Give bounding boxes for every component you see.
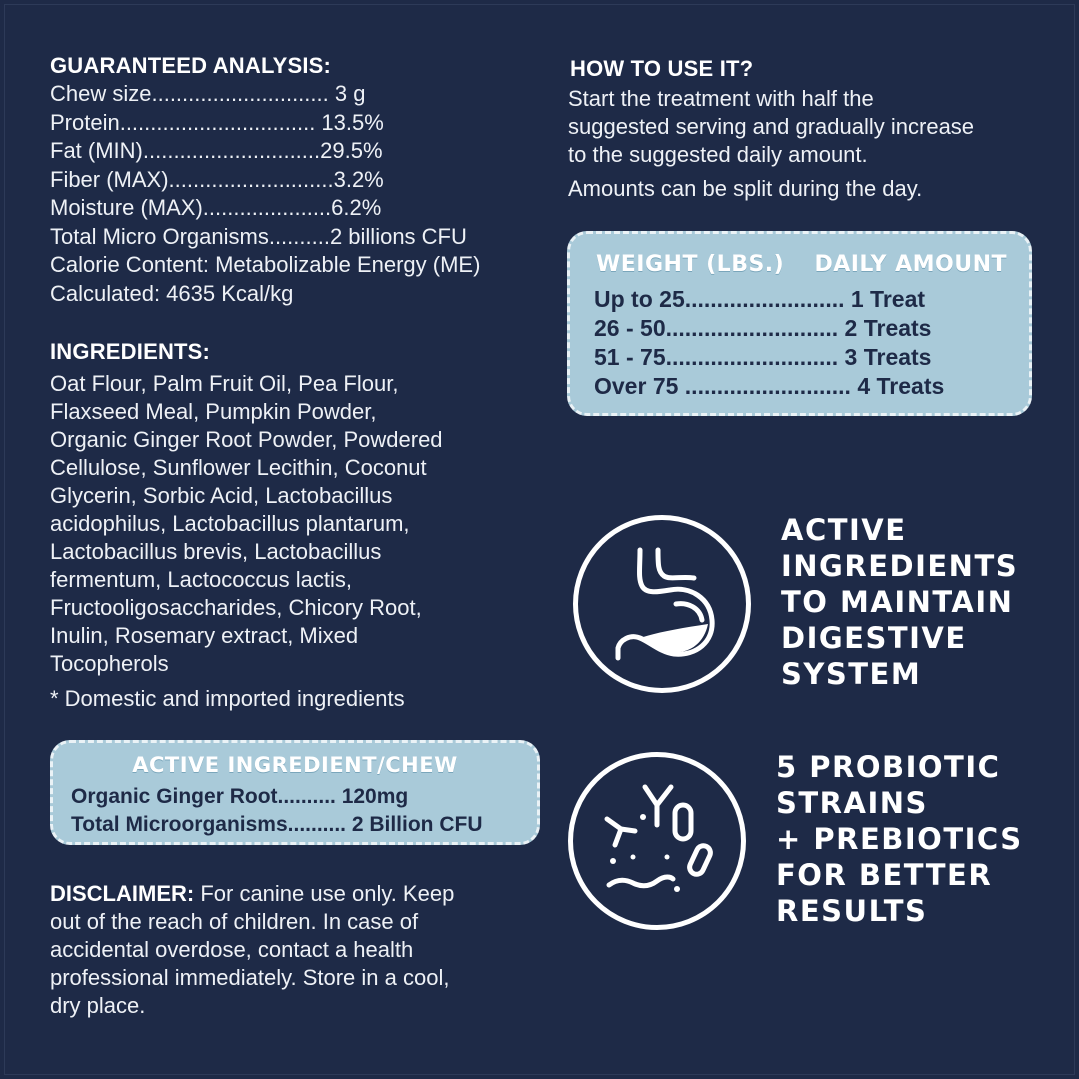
analysis-row: Moisture (MAX).....................6.2%	[50, 195, 382, 220]
disclaimer-line: For canine use only. Keep	[194, 881, 455, 906]
analysis-row: Calorie Content: Metabolizable Energy (ME)	[50, 252, 481, 277]
disclaimer-line: out of the reach of children. In case of	[50, 909, 419, 934]
ingredients-line: Oat Flour, Palm Fruit Oil, Pea Flour,	[50, 371, 399, 396]
dosage-col-weight: WEIGHT (LBS.)	[596, 252, 785, 277]
dosage-row: 26 - 50........................... 2 Treats	[594, 315, 932, 341]
ingredients-line: Glycerin, Sorbic Acid, Lactobacillus	[50, 483, 393, 508]
bacteria-icon	[568, 752, 746, 930]
analysis-list	[50, 80, 480, 308]
disclaimer	[50, 880, 454, 1020]
feature-line: SYSTEM	[781, 657, 922, 691]
ingredients-line: Lactobacillus brevis, Lactobacillus	[50, 539, 382, 564]
disclaimer-line: dry place.	[50, 993, 146, 1018]
ingredients-line: Flaxseed Meal, Pumpkin Powder,	[50, 399, 377, 424]
feature-line: RESULTS	[776, 894, 928, 928]
ingredients-list	[50, 370, 443, 678]
how-to-heading: HOW TO USE IT?	[570, 56, 754, 81]
feature-line: DIGESTIVE	[781, 621, 967, 655]
how-to-text	[568, 85, 974, 169]
disclaimer-label: DISCLAIMER:	[50, 881, 195, 906]
feature-probiotic-text	[776, 749, 1023, 929]
active-ingredient-heading: ACTIVE INGREDIENT/CHEW	[132, 753, 458, 777]
analysis-row: Fat (MIN).............................29.5%	[50, 138, 383, 163]
active-ingredient-row: Organic Ginger Root.......... 120mg	[71, 785, 409, 808]
how-to-note: Amounts can be split during the day.	[568, 176, 923, 201]
how-to-line: to the suggested daily amount.	[568, 142, 868, 167]
ingredients-line: Fructooligosaccharides, Chicory Root,	[50, 595, 422, 620]
feature-digestive-text	[781, 512, 1018, 692]
feature-line: + PREBIOTICS	[776, 822, 1023, 856]
feature-line: STRAINS	[776, 786, 928, 820]
ingredients-heading: INGREDIENTS:	[50, 339, 211, 364]
disclaimer-line: professional immediately. Store in a cool,	[50, 965, 450, 990]
feature-line: ACTIVE	[781, 513, 907, 547]
ingredients-line: Cellulose, Sunflower Lecithin, Coconut	[50, 455, 427, 480]
analysis-heading: GUARANTEED ANALYSIS:	[50, 53, 332, 78]
dosage-row: Up to 25......................... 1 Treat	[594, 286, 926, 312]
analysis-row: Fiber (MAX)...........................3.2%	[50, 166, 384, 192]
disclaimer-line: accidental overdose, contact a health	[50, 937, 414, 962]
dosage-col-amount: DAILY AMOUNT	[814, 252, 1007, 277]
ingredients-line: Organic Ginger Root Powder, Powdered	[50, 427, 443, 452]
how-to-line: suggested serving and gradually increase	[568, 114, 975, 139]
active-ingredient-row: Total Microorganisms.......... 2 Billion CFU	[71, 813, 483, 836]
ingredients-line: Tocopherols	[50, 651, 169, 676]
how-to-line: Start the treatment with half the	[568, 86, 874, 111]
dosage-box	[567, 231, 1032, 416]
feature-line: INGREDIENTS	[781, 549, 1019, 583]
analysis-row: Total Micro Organisms..........2 billions CFU	[50, 223, 467, 249]
active-ingredient-box	[50, 740, 540, 845]
ingredients-note: * Domestic and imported ingredients	[50, 686, 405, 711]
analysis-row: Calculated: 4635 Kcal/kg	[50, 280, 294, 306]
analysis-row: Protein................................ 13.5%	[50, 109, 384, 135]
feature-line: 5 PROBIOTIC	[776, 750, 1001, 784]
stomach-icon	[573, 515, 751, 693]
ingredients-line: acidophilus, Lactobacillus plantarum,	[50, 511, 410, 536]
ingredients-line: fermentum, Lactococcus lactis,	[50, 567, 353, 592]
feature-line: FOR BETTER	[776, 858, 993, 892]
ingredients-line: Inulin, Rosemary extract, Mixed	[50, 623, 359, 648]
feature-line: TO MAINTAIN	[781, 585, 1014, 619]
dosage-row: Over 75 .......................... 4 Treats	[594, 373, 945, 399]
analysis-row: Chew size............................. 3 g	[50, 81, 366, 106]
dosage-row: 51 - 75........................... 3 Treats	[594, 344, 932, 370]
